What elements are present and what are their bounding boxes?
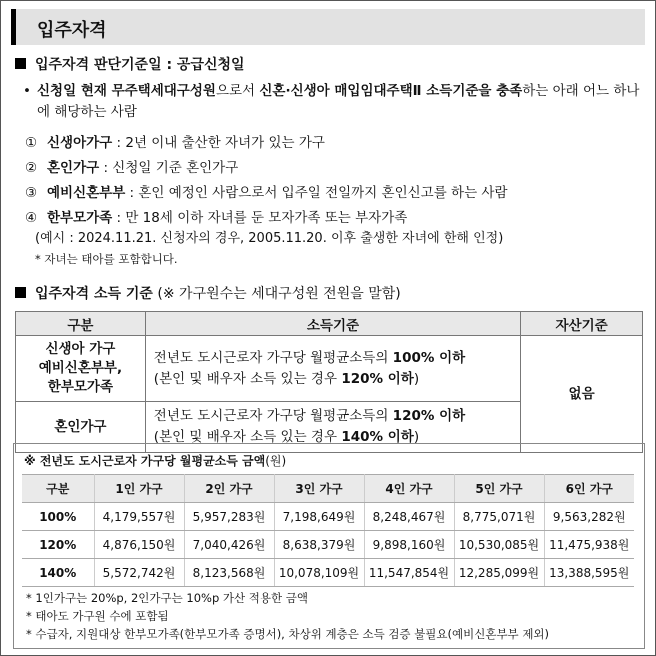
asset-criteria-cell: 없음 [521,336,643,453]
table-row: 140% 5,572,742원 8,123,568원 10,078,109원 11,547,854원 12,285,099원 13,388,595원 [22,559,634,587]
header-asset-criteria: 자산기준 [521,312,643,336]
eligibility-item-single-parent: ④ 한부모가족 : 만 18세 이하 자녀를 둔 모자가족 또는 부자가족 [25,210,408,226]
eligibility-summary: • 신청일 현재 무주택세대구성원으로서 신혼·신생아 매입임대주택Ⅱ 소득기준을 충족하는 아래 어느 하나에 해당하는 사람 [23,83,640,120]
footnote: * 수급자, 지원대상 한부모가족(한부모가족 증명서), 차상위 계층은 소득 검증 불필요(예비신혼부부 제외) [26,627,550,641]
income-criteria-cell: 전년도 도시근로자 가구당 월평균소득의 120% 이하 (본인 및 배우자 소득 있는 경우 140% 이하) [145,402,520,453]
income-criteria-cell: 전년도 도시근로자 가구당 월평균소득의 100% 이하 (본인 및 배우자 소득 있는 경우 120% 이하) [145,336,520,402]
title-accent-bar [11,9,16,45]
amount-header-row: 구분 1인 가구 2인 가구 3인 가구 4인 가구 5인 가구 6인 가구 [22,475,634,503]
income-amount-table [22,474,634,587]
eligibility-item-married: ② 혼인가구 : 신청일 기준 혼인가구 [25,160,239,176]
footnote: * 태아도 가구원 수에 포함됨 [26,609,169,623]
footnote: * 1인가구는 20%p, 2인가구는 10%p 가산 적용한 금액 [26,591,308,605]
eligibility-item-newborn: ① 신생아가구 : 2년 이내 출산한 자녀가 있는 가구 [25,135,325,151]
bullet-dot-icon: • [23,83,31,99]
header-category: 구분 [16,312,146,336]
income-amount-box [13,443,645,649]
group-cell: 신생아 가구 예비신혼부부, 한부모가족 [16,336,146,402]
income-criteria-table [15,311,643,453]
section-heading-criteria-date: 입주자격 판단기준일 : 공급신청일 [15,54,245,74]
section-heading-income: 입주자격 소득 기준 (※ 가구원수는 세대구성원 전원을 말함) [15,283,401,303]
page-title: 입주자격 [37,20,107,41]
group-cell: 혼인가구 [16,402,146,453]
table-row: 120% 4,876,150원 7,040,426원 8,638,379원 9,898,160원 10,530,085원 11,475,938원 [22,531,634,559]
table-row [16,336,643,402]
example-note: (예시 : 2024.11.21. 신청자의 경우, 2005.11.20. 이후 출생한 자녀에 한해 인정) [35,231,504,246]
income-amount-title: ※ 전년도 도시근로자 가구당 월평균소득 금액(원) [24,454,287,468]
title-bar [11,9,645,45]
square-bullet-icon [15,58,26,69]
square-bullet-icon [15,287,26,298]
table-row: 100% 4,179,557원 5,957,283원 7,198,649원 8,248,467원 8,775,071원 9,563,282원 [22,503,634,531]
header-income-criteria: 소득기준 [145,312,520,336]
eligibility-item-engaged: ③ 예비신혼부부 : 혼인 예정인 사람으로서 입주일 전일까지 혼인신고를 하는 사람 [25,185,508,201]
fetus-note: * 자녀는 태아를 포함합니다. [35,252,178,266]
income-criteria-header-row [16,312,643,336]
